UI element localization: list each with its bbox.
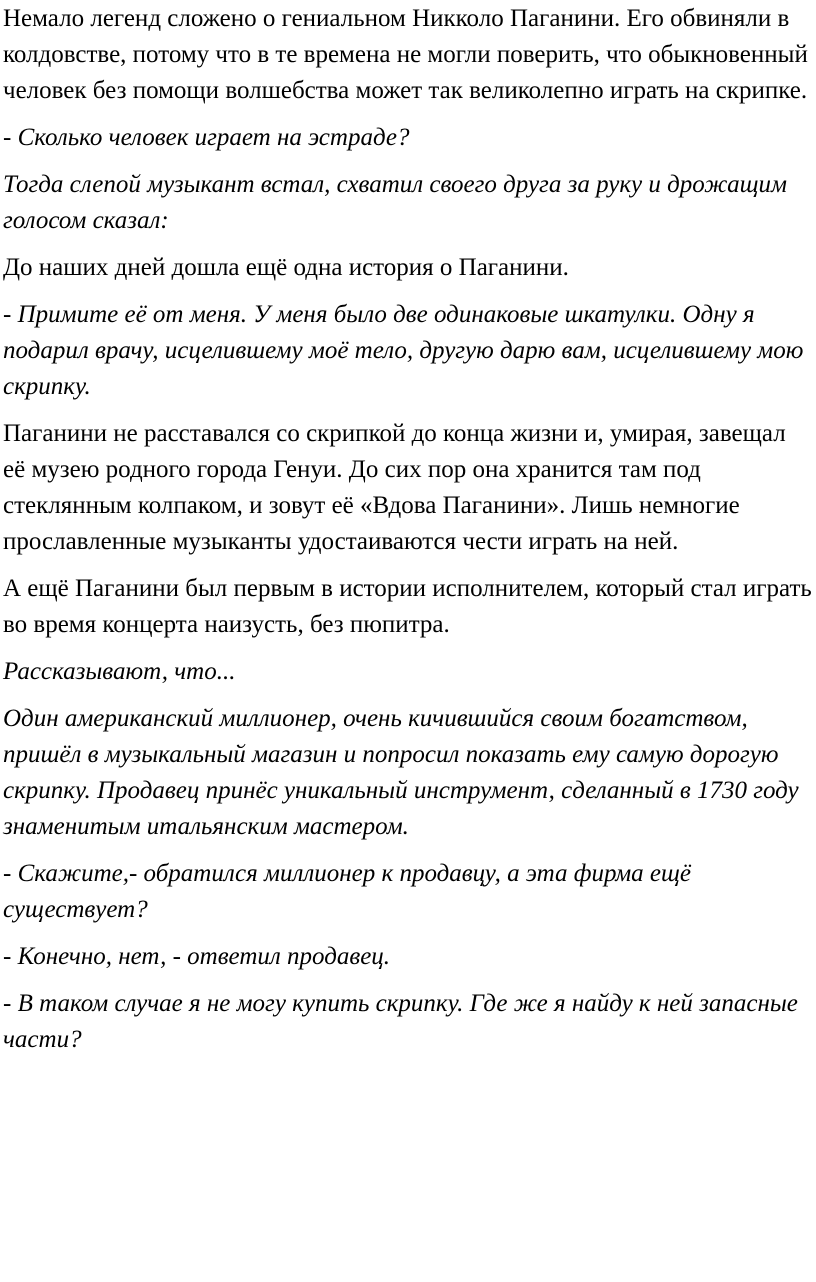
paragraph-blind-musician: Тогда слепой музыкант встал, схватил своего друга за руку и дрожащим голосом сказал: bbox=[3, 171, 787, 234]
paragraph-by-heart: А ещё Паганини был первым в истории исполнителем, который стал играть во время концерта наизусть, без пюпитра. bbox=[3, 575, 812, 638]
paragraph-millionaire: Один американский миллионер, очень кичившийся своим богатством, пришёл в музыкальный магазин и попросил показать ему самую дорогую скрипку. Продавец принёс уникальный инструмент, сделанный в 1730 году знаменитым итальянским мастером. bbox=[3, 705, 799, 840]
paragraph-they-say: Рассказывают, что... bbox=[3, 658, 236, 685]
paragraph-spare-parts: - В таком случае я не могу купить скрипку. Где же я найду к ней запасные части? bbox=[3, 990, 798, 1053]
paragraph-seller-answer: - Конечно, нет, - ответил продавец. bbox=[3, 943, 391, 970]
paragraph-caskets: - Примите её от меня. У меня было две одинаковые шкатулки. Одну я подарил врачу, исцелившему моё тело, другую дарю вам, исцелившему мою скрипку. bbox=[3, 301, 804, 400]
paragraph-question: - Сколько человек играет на эстраде? bbox=[3, 124, 410, 151]
paragraph-violin-widow: Паганини не расставался со скрипкой до конца жизни и, умирая, завещал её музею родного города Генуи. До сих пор она хранится там под стеклянным колпаком, и зовут её «Вдова Паганини». Лишь немногие прославленные музыканты удостаиваются чести играть на ней. bbox=[3, 420, 786, 555]
document-page bbox=[3, 0, 813, 1069]
paragraph-legends: Немало легенд сложено о гениальном Никколо Паганини. Его обвиняли в колдовстве, потому что в те времена не могли поверить, что обыкновенный человек без помощи волшебства может так великолепно играть на скрипке. bbox=[3, 5, 808, 104]
paragraph-another-story: До наших дней дошла ещё одна история о Паганини. bbox=[3, 254, 569, 281]
paragraph-firm-question: - Скажите,- обратился миллионер к продавцу, а эта фирма ещё существует? bbox=[3, 860, 691, 923]
